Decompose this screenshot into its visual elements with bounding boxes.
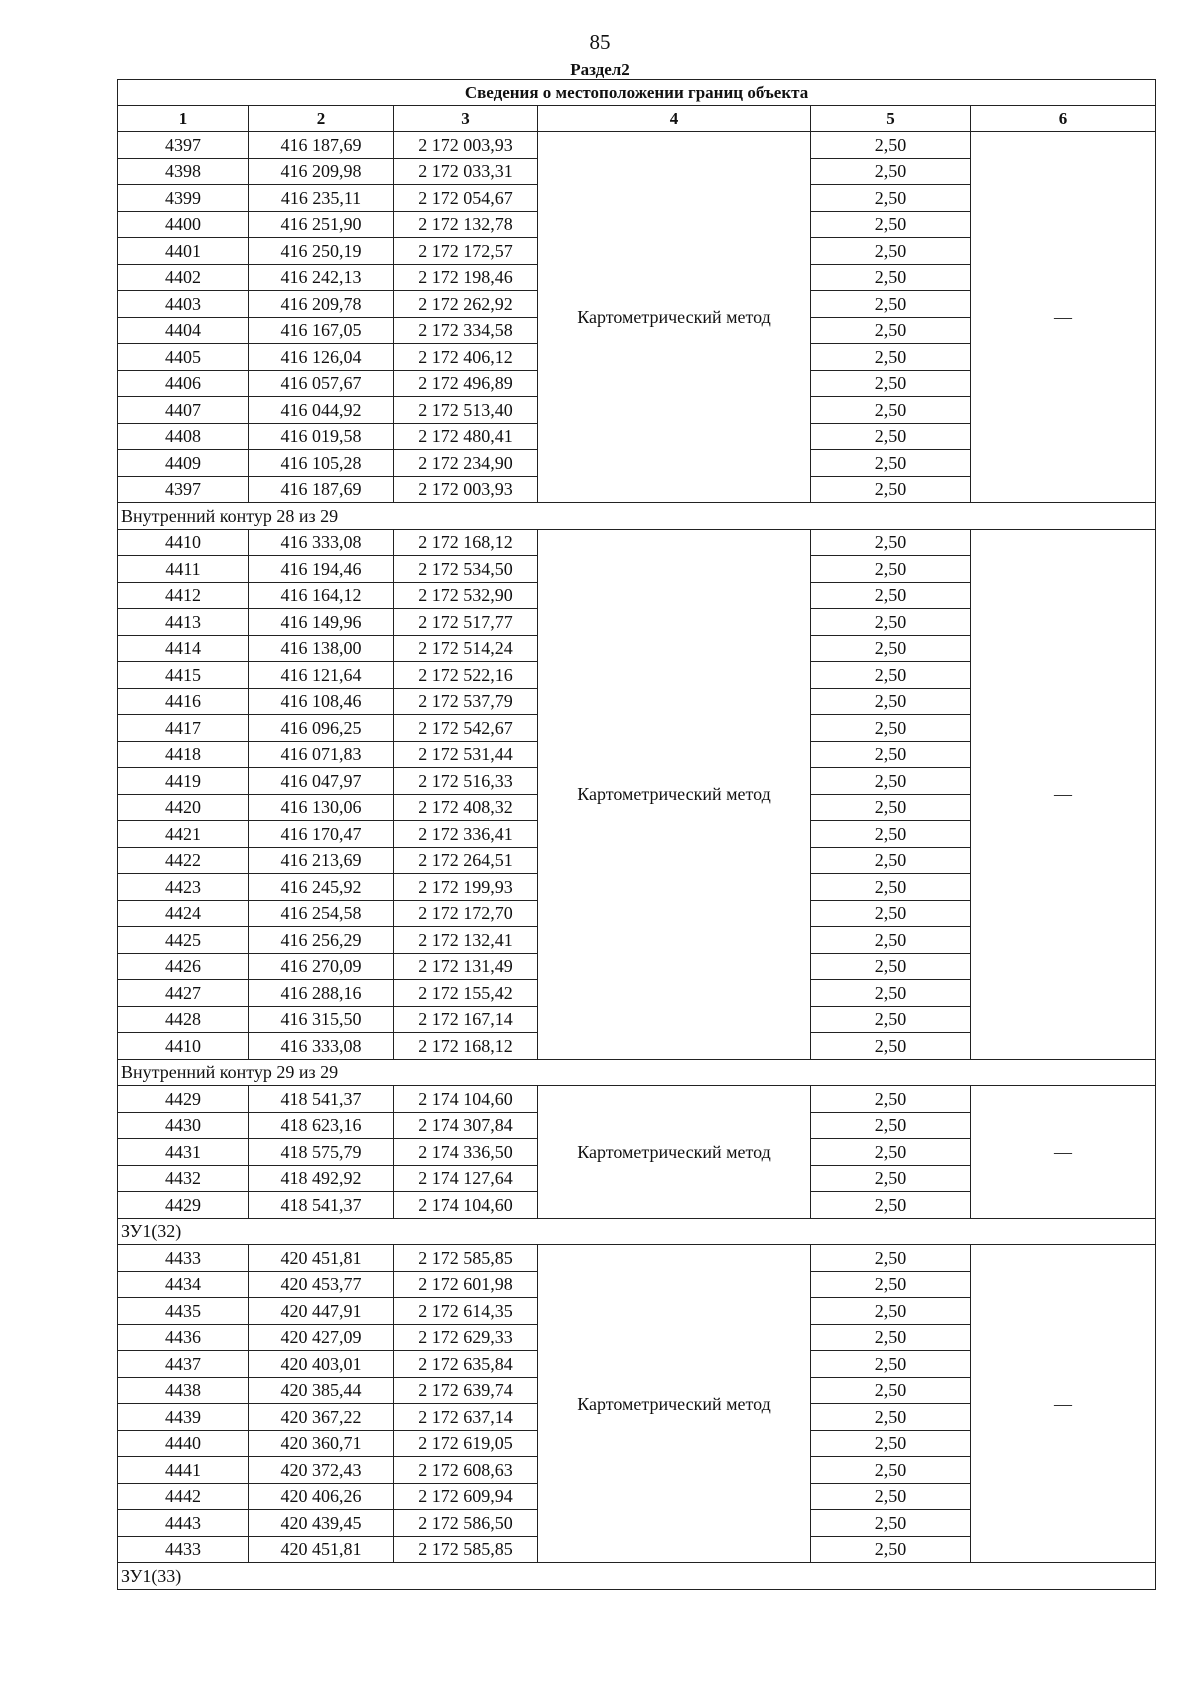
point-number-cell: 4421 bbox=[118, 821, 249, 848]
accuracy-cell: 2,50 bbox=[811, 1483, 971, 1510]
accuracy-cell: 2,50 bbox=[811, 132, 971, 159]
y-coordinate-cell: 2 172 496,89 bbox=[394, 370, 538, 397]
point-number-cell: 4402 bbox=[118, 264, 249, 291]
boundary-table-container bbox=[117, 79, 1155, 1590]
y-coordinate-cell: 2 172 639,74 bbox=[394, 1377, 538, 1404]
point-number-cell: 4434 bbox=[118, 1271, 249, 1298]
y-coordinate-cell: 2 172 629,33 bbox=[394, 1324, 538, 1351]
y-coordinate-cell: 2 172 513,40 bbox=[394, 397, 538, 424]
accuracy-cell: 2,50 bbox=[811, 768, 971, 795]
x-coordinate-cell: 416 242,13 bbox=[249, 264, 394, 291]
x-coordinate-cell: 416 121,64 bbox=[249, 662, 394, 689]
method-cell: Картометрический метод bbox=[538, 1245, 811, 1563]
point-number-cell: 4429 bbox=[118, 1192, 249, 1219]
accuracy-cell: 2,50 bbox=[811, 185, 971, 212]
table-row bbox=[118, 529, 1156, 556]
x-coordinate-cell: 416 333,08 bbox=[249, 1033, 394, 1060]
accuracy-cell: 2,50 bbox=[811, 874, 971, 901]
point-number-cell: 4416 bbox=[118, 688, 249, 715]
y-coordinate-cell: 2 172 514,24 bbox=[394, 635, 538, 662]
accuracy-cell: 2,50 bbox=[811, 476, 971, 503]
x-coordinate-cell: 416 170,47 bbox=[249, 821, 394, 848]
y-coordinate-cell: 2 172 537,79 bbox=[394, 688, 538, 715]
column-header-3: 3 bbox=[394, 106, 538, 132]
accuracy-cell: 2,50 bbox=[811, 1245, 971, 1272]
x-coordinate-cell: 416 130,06 bbox=[249, 794, 394, 821]
column-header-row bbox=[118, 106, 1156, 132]
y-coordinate-cell: 2 172 003,93 bbox=[394, 132, 538, 159]
x-coordinate-cell: 420 427,09 bbox=[249, 1324, 394, 1351]
y-coordinate-cell: 2 172 532,90 bbox=[394, 582, 538, 609]
x-coordinate-cell: 416 235,11 bbox=[249, 185, 394, 212]
y-coordinate-cell: 2 172 132,41 bbox=[394, 927, 538, 954]
x-coordinate-cell: 416 019,58 bbox=[249, 423, 394, 450]
x-coordinate-cell: 420 453,77 bbox=[249, 1271, 394, 1298]
column-header-5: 5 bbox=[811, 106, 971, 132]
x-coordinate-cell: 416 138,00 bbox=[249, 635, 394, 662]
y-coordinate-cell: 2 172 637,14 bbox=[394, 1404, 538, 1431]
x-coordinate-cell: 416 213,69 bbox=[249, 847, 394, 874]
x-coordinate-cell: 416 194,46 bbox=[249, 556, 394, 583]
y-coordinate-cell: 2 172 054,67 bbox=[394, 185, 538, 212]
accuracy-cell: 2,50 bbox=[811, 291, 971, 318]
point-number-cell: 4424 bbox=[118, 900, 249, 927]
accuracy-cell: 2,50 bbox=[811, 1139, 971, 1166]
point-number-cell: 4441 bbox=[118, 1457, 249, 1484]
accuracy-cell: 2,50 bbox=[811, 1086, 971, 1113]
y-coordinate-cell: 2 172 003,93 bbox=[394, 476, 538, 503]
accuracy-cell: 2,50 bbox=[811, 1298, 971, 1325]
y-coordinate-cell: 2 172 585,85 bbox=[394, 1536, 538, 1563]
point-number-cell: 4415 bbox=[118, 662, 249, 689]
table-title: Сведения о местоположении границ объекта bbox=[118, 80, 1156, 106]
y-coordinate-cell: 2 172 586,50 bbox=[394, 1510, 538, 1537]
table-row bbox=[118, 1245, 1156, 1272]
point-number-cell: 4418 bbox=[118, 741, 249, 768]
accuracy-cell: 2,50 bbox=[811, 264, 971, 291]
y-coordinate-cell: 2 174 104,60 bbox=[394, 1086, 538, 1113]
point-number-cell: 4431 bbox=[118, 1139, 249, 1166]
accuracy-cell: 2,50 bbox=[811, 635, 971, 662]
point-number-cell: 4410 bbox=[118, 1033, 249, 1060]
point-number-cell: 4409 bbox=[118, 450, 249, 477]
x-coordinate-cell: 416 256,29 bbox=[249, 927, 394, 954]
accuracy-cell: 2,50 bbox=[811, 556, 971, 583]
point-number-cell: 4428 bbox=[118, 1006, 249, 1033]
point-number-cell: 4400 bbox=[118, 211, 249, 238]
point-number-cell: 4443 bbox=[118, 1510, 249, 1537]
x-coordinate-cell: 416 108,46 bbox=[249, 688, 394, 715]
point-number-cell: 4433 bbox=[118, 1245, 249, 1272]
point-number-cell: 4422 bbox=[118, 847, 249, 874]
method-cell: Картометрический метод bbox=[538, 529, 811, 1059]
y-coordinate-cell: 2 172 262,92 bbox=[394, 291, 538, 318]
accuracy-cell: 2,50 bbox=[811, 1430, 971, 1457]
accuracy-cell: 2,50 bbox=[811, 662, 971, 689]
accuracy-cell: 2,50 bbox=[811, 1536, 971, 1563]
point-number-cell: 4397 bbox=[118, 132, 249, 159]
y-coordinate-cell: 2 172 601,98 bbox=[394, 1271, 538, 1298]
accuracy-cell: 2,50 bbox=[811, 423, 971, 450]
point-number-cell: 4407 bbox=[118, 397, 249, 424]
x-coordinate-cell: 416 187,69 bbox=[249, 132, 394, 159]
y-coordinate-cell: 2 172 198,46 bbox=[394, 264, 538, 291]
x-coordinate-cell: 418 541,37 bbox=[249, 1086, 394, 1113]
x-coordinate-cell: 418 575,79 bbox=[249, 1139, 394, 1166]
y-coordinate-cell: 2 172 264,51 bbox=[394, 847, 538, 874]
y-coordinate-cell: 2 172 635,84 bbox=[394, 1351, 538, 1378]
x-coordinate-cell: 420 451,81 bbox=[249, 1536, 394, 1563]
y-coordinate-cell: 2 172 155,42 bbox=[394, 980, 538, 1007]
point-number-cell: 4401 bbox=[118, 238, 249, 265]
y-coordinate-cell: 2 172 408,32 bbox=[394, 794, 538, 821]
point-number-cell: 4437 bbox=[118, 1351, 249, 1378]
page-number: 85 bbox=[589, 30, 611, 54]
x-coordinate-cell: 416 209,78 bbox=[249, 291, 394, 318]
column-header-2: 2 bbox=[249, 106, 394, 132]
x-coordinate-cell: 420 447,91 bbox=[249, 1298, 394, 1325]
point-number-cell: 4440 bbox=[118, 1430, 249, 1457]
x-coordinate-cell: 416 126,04 bbox=[249, 344, 394, 371]
accuracy-cell: 2,50 bbox=[811, 211, 971, 238]
x-coordinate-cell: 416 167,05 bbox=[249, 317, 394, 344]
table-body bbox=[118, 80, 1156, 1590]
x-coordinate-cell: 420 367,22 bbox=[249, 1404, 394, 1431]
accuracy-cell: 2,50 bbox=[811, 582, 971, 609]
description-cell: — bbox=[971, 529, 1156, 1059]
x-coordinate-cell: 420 360,71 bbox=[249, 1430, 394, 1457]
point-number-cell: 4398 bbox=[118, 158, 249, 185]
x-coordinate-cell: 420 451,81 bbox=[249, 1245, 394, 1272]
x-coordinate-cell: 416 270,09 bbox=[249, 953, 394, 980]
point-number-cell: 4438 bbox=[118, 1377, 249, 1404]
description-cell: — bbox=[971, 1245, 1156, 1563]
y-coordinate-cell: 2 172 234,90 bbox=[394, 450, 538, 477]
accuracy-cell: 2,50 bbox=[811, 980, 971, 1007]
x-coordinate-cell: 416 250,19 bbox=[249, 238, 394, 265]
description-cell: — bbox=[971, 132, 1156, 503]
y-coordinate-cell: 2 172 585,85 bbox=[394, 1245, 538, 1272]
accuracy-cell: 2,50 bbox=[811, 1165, 971, 1192]
accuracy-cell: 2,50 bbox=[811, 847, 971, 874]
point-number-cell: 4399 bbox=[118, 185, 249, 212]
y-coordinate-cell: 2 172 614,35 bbox=[394, 1298, 538, 1325]
y-coordinate-cell: 2 172 131,49 bbox=[394, 953, 538, 980]
accuracy-cell: 2,50 bbox=[811, 158, 971, 185]
x-coordinate-cell: 416 105,28 bbox=[249, 450, 394, 477]
y-coordinate-cell: 2 172 534,50 bbox=[394, 556, 538, 583]
contour-label-row bbox=[118, 1059, 1156, 1086]
accuracy-cell: 2,50 bbox=[811, 1510, 971, 1537]
x-coordinate-cell: 416 187,69 bbox=[249, 476, 394, 503]
accuracy-cell: 2,50 bbox=[811, 927, 971, 954]
contour-label-row bbox=[118, 503, 1156, 530]
x-coordinate-cell: 416 057,67 bbox=[249, 370, 394, 397]
x-coordinate-cell: 416 096,25 bbox=[249, 715, 394, 742]
point-number-cell: 4439 bbox=[118, 1404, 249, 1431]
y-coordinate-cell: 2 172 033,31 bbox=[394, 158, 538, 185]
accuracy-cell: 2,50 bbox=[811, 1192, 971, 1219]
y-coordinate-cell: 2 172 522,16 bbox=[394, 662, 538, 689]
contour-label: ЗУ1(33) bbox=[118, 1563, 1156, 1590]
y-coordinate-cell: 2 172 542,67 bbox=[394, 715, 538, 742]
x-coordinate-cell: 420 406,26 bbox=[249, 1483, 394, 1510]
point-number-cell: 4423 bbox=[118, 874, 249, 901]
y-coordinate-cell: 2 172 172,57 bbox=[394, 238, 538, 265]
contour-label: Внутренний контур 29 из 29 bbox=[118, 1059, 1156, 1086]
point-number-cell: 4436 bbox=[118, 1324, 249, 1351]
point-number-cell: 4435 bbox=[118, 1298, 249, 1325]
x-coordinate-cell: 416 315,50 bbox=[249, 1006, 394, 1033]
accuracy-cell: 2,50 bbox=[811, 794, 971, 821]
accuracy-cell: 2,50 bbox=[811, 1271, 971, 1298]
point-number-cell: 4426 bbox=[118, 953, 249, 980]
point-number-cell: 4412 bbox=[118, 582, 249, 609]
x-coordinate-cell: 420 439,45 bbox=[249, 1510, 394, 1537]
contour-label: Внутренний контур 28 из 29 bbox=[118, 503, 1156, 530]
method-cell: Картометрический метод bbox=[538, 132, 811, 503]
point-number-cell: 4397 bbox=[118, 476, 249, 503]
point-number-cell: 4411 bbox=[118, 556, 249, 583]
description-cell: — bbox=[971, 1086, 1156, 1219]
y-coordinate-cell: 2 172 132,78 bbox=[394, 211, 538, 238]
contour-label: ЗУ1(32) bbox=[118, 1218, 1156, 1245]
accuracy-cell: 2,50 bbox=[811, 1457, 971, 1484]
table-row bbox=[118, 132, 1156, 159]
point-number-cell: 4408 bbox=[118, 423, 249, 450]
point-number-cell: 4425 bbox=[118, 927, 249, 954]
point-number-cell: 4420 bbox=[118, 794, 249, 821]
column-header-6: 6 bbox=[971, 106, 1156, 132]
y-coordinate-cell: 2 172 608,63 bbox=[394, 1457, 538, 1484]
y-coordinate-cell: 2 174 127,64 bbox=[394, 1165, 538, 1192]
point-number-cell: 4414 bbox=[118, 635, 249, 662]
x-coordinate-cell: 416 251,90 bbox=[249, 211, 394, 238]
point-number-cell: 4417 bbox=[118, 715, 249, 742]
point-number-cell: 4405 bbox=[118, 344, 249, 371]
point-number-cell: 4429 bbox=[118, 1086, 249, 1113]
accuracy-cell: 2,50 bbox=[811, 397, 971, 424]
x-coordinate-cell: 416 044,92 bbox=[249, 397, 394, 424]
x-coordinate-cell: 416 254,58 bbox=[249, 900, 394, 927]
y-coordinate-cell: 2 172 480,41 bbox=[394, 423, 538, 450]
y-coordinate-cell: 2 174 104,60 bbox=[394, 1192, 538, 1219]
y-coordinate-cell: 2 172 168,12 bbox=[394, 529, 538, 556]
point-number-cell: 4430 bbox=[118, 1112, 249, 1139]
accuracy-cell: 2,50 bbox=[811, 1324, 971, 1351]
accuracy-cell: 2,50 bbox=[811, 370, 971, 397]
x-coordinate-cell: 416 333,08 bbox=[249, 529, 394, 556]
contour-label-row bbox=[118, 1218, 1156, 1245]
y-coordinate-cell: 2 172 517,77 bbox=[394, 609, 538, 636]
x-coordinate-cell: 416 149,96 bbox=[249, 609, 394, 636]
section-title: Раздел2 bbox=[570, 60, 630, 79]
accuracy-cell: 2,50 bbox=[811, 1377, 971, 1404]
x-coordinate-cell: 416 288,16 bbox=[249, 980, 394, 1007]
x-coordinate-cell: 418 541,37 bbox=[249, 1192, 394, 1219]
accuracy-cell: 2,50 bbox=[811, 344, 971, 371]
column-header-1: 1 bbox=[118, 106, 249, 132]
boundary-coordinates-table bbox=[117, 79, 1156, 1590]
accuracy-cell: 2,50 bbox=[811, 1033, 971, 1060]
point-number-cell: 4427 bbox=[118, 980, 249, 1007]
accuracy-cell: 2,50 bbox=[811, 953, 971, 980]
x-coordinate-cell: 420 372,43 bbox=[249, 1457, 394, 1484]
accuracy-cell: 2,50 bbox=[811, 529, 971, 556]
y-coordinate-cell: 2 174 336,50 bbox=[394, 1139, 538, 1166]
x-coordinate-cell: 416 164,12 bbox=[249, 582, 394, 609]
accuracy-cell: 2,50 bbox=[811, 741, 971, 768]
accuracy-cell: 2,50 bbox=[811, 317, 971, 344]
y-coordinate-cell: 2 172 531,44 bbox=[394, 741, 538, 768]
y-coordinate-cell: 2 172 199,93 bbox=[394, 874, 538, 901]
accuracy-cell: 2,50 bbox=[811, 450, 971, 477]
accuracy-cell: 2,50 bbox=[811, 1006, 971, 1033]
point-number-cell: 4406 bbox=[118, 370, 249, 397]
accuracy-cell: 2,50 bbox=[811, 900, 971, 927]
accuracy-cell: 2,50 bbox=[811, 821, 971, 848]
x-coordinate-cell: 416 209,98 bbox=[249, 158, 394, 185]
point-number-cell: 4410 bbox=[118, 529, 249, 556]
y-coordinate-cell: 2 172 406,12 bbox=[394, 344, 538, 371]
x-coordinate-cell: 418 623,16 bbox=[249, 1112, 394, 1139]
accuracy-cell: 2,50 bbox=[811, 238, 971, 265]
accuracy-cell: 2,50 bbox=[811, 1112, 971, 1139]
point-number-cell: 4419 bbox=[118, 768, 249, 795]
accuracy-cell: 2,50 bbox=[811, 688, 971, 715]
x-coordinate-cell: 416 245,92 bbox=[249, 874, 394, 901]
y-coordinate-cell: 2 172 609,94 bbox=[394, 1483, 538, 1510]
table-title-row bbox=[118, 80, 1156, 106]
point-number-cell: 4404 bbox=[118, 317, 249, 344]
x-coordinate-cell: 416 071,83 bbox=[249, 741, 394, 768]
point-number-cell: 4403 bbox=[118, 291, 249, 318]
y-coordinate-cell: 2 172 619,05 bbox=[394, 1430, 538, 1457]
accuracy-cell: 2,50 bbox=[811, 609, 971, 636]
y-coordinate-cell: 2 172 172,70 bbox=[394, 900, 538, 927]
x-coordinate-cell: 416 047,97 bbox=[249, 768, 394, 795]
accuracy-cell: 2,50 bbox=[811, 1404, 971, 1431]
point-number-cell: 4442 bbox=[118, 1483, 249, 1510]
y-coordinate-cell: 2 172 336,41 bbox=[394, 821, 538, 848]
accuracy-cell: 2,50 bbox=[811, 1351, 971, 1378]
y-coordinate-cell: 2 172 334,58 bbox=[394, 317, 538, 344]
y-coordinate-cell: 2 172 167,14 bbox=[394, 1006, 538, 1033]
method-cell: Картометрический метод bbox=[538, 1086, 811, 1219]
point-number-cell: 4432 bbox=[118, 1165, 249, 1192]
point-number-cell: 4433 bbox=[118, 1536, 249, 1563]
point-number-cell: 4413 bbox=[118, 609, 249, 636]
y-coordinate-cell: 2 172 168,12 bbox=[394, 1033, 538, 1060]
column-header-4: 4 bbox=[538, 106, 811, 132]
y-coordinate-cell: 2 174 307,84 bbox=[394, 1112, 538, 1139]
x-coordinate-cell: 420 403,01 bbox=[249, 1351, 394, 1378]
accuracy-cell: 2,50 bbox=[811, 715, 971, 742]
x-coordinate-cell: 420 385,44 bbox=[249, 1377, 394, 1404]
x-coordinate-cell: 418 492,92 bbox=[249, 1165, 394, 1192]
contour-label-row bbox=[118, 1563, 1156, 1590]
table-row bbox=[118, 1086, 1156, 1113]
y-coordinate-cell: 2 172 516,33 bbox=[394, 768, 538, 795]
